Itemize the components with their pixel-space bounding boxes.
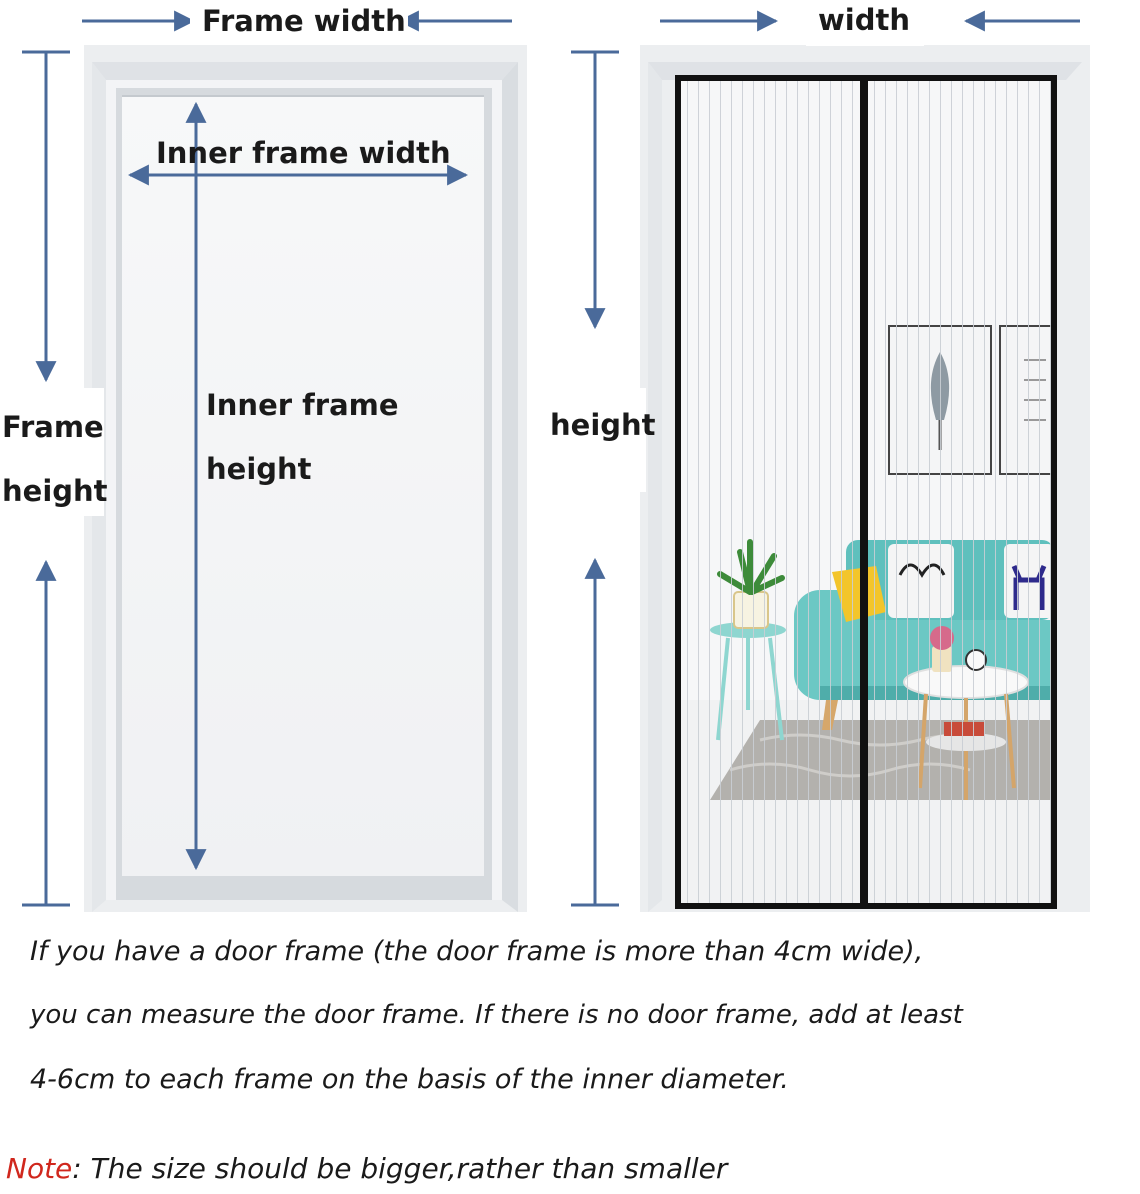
width-label: width bbox=[818, 3, 910, 37]
frame-height-label-line1: Frame bbox=[2, 410, 104, 444]
note-line bbox=[6, 1152, 727, 1185]
inner-frame-height-label-line1: Inner frame bbox=[206, 388, 399, 422]
inner-frame-height-label-line2: height bbox=[206, 452, 312, 486]
frame-width-label: Frame width bbox=[202, 4, 406, 38]
note-label: Note bbox=[6, 1152, 73, 1185]
instruction-line-3: 4-6cm to each frame on the basis of the inner diameter. bbox=[30, 1064, 789, 1095]
room-scene bbox=[678, 78, 1054, 906]
note-text: : The size should be bigger,rather than smaller bbox=[72, 1152, 728, 1185]
frame-height-label-line2: height bbox=[2, 474, 108, 508]
inner-frame-width-label: Inner frame width bbox=[156, 136, 451, 170]
height-label: height bbox=[550, 408, 656, 442]
instruction-line-1: If you have a door frame (the door frame is more than 4cm wide), bbox=[30, 936, 924, 967]
instruction-line-2: you can measure the door frame. If there is no door frame, add at least bbox=[30, 1000, 963, 1030]
